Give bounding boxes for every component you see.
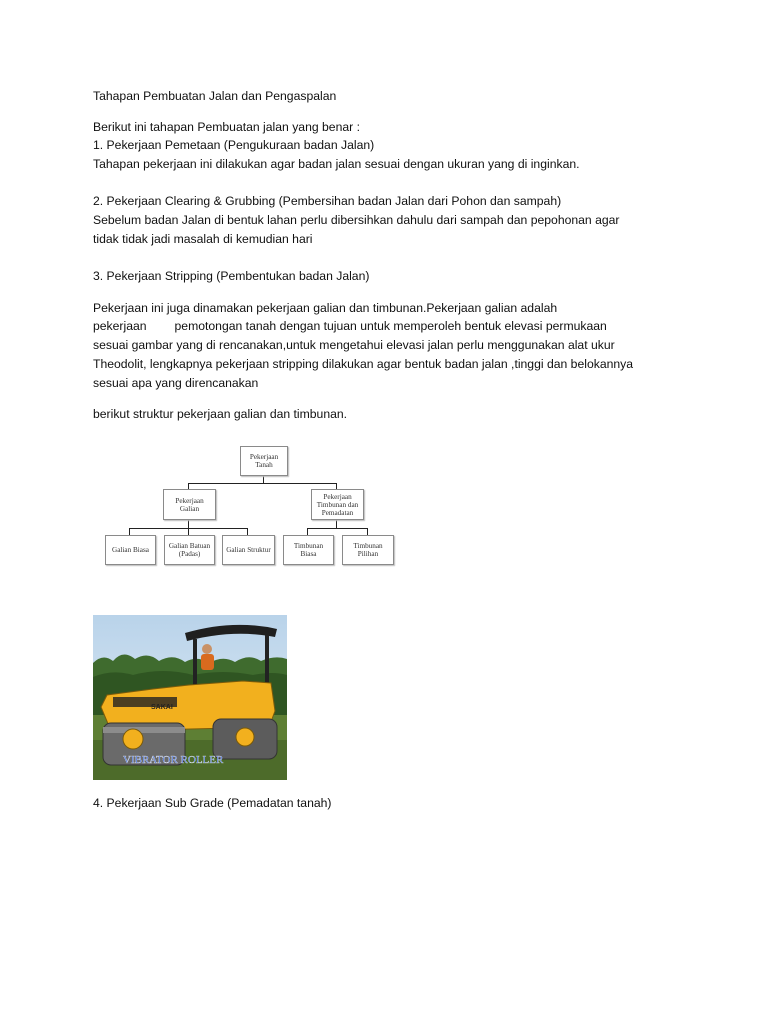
- connector-root-down: [263, 475, 264, 484]
- step3-text-line4: Theodolit, lengkapnya pekerjaan stripping dilakukan agar bentuk badan jalan ,tinggi dan belokannya: [93, 357, 634, 371]
- node-timbunan-biasa: [283, 535, 334, 565]
- step3-text-line1: Pekerjaan ini juga dinamakan pekerjaan galian dan timbunan.Pekerjaan galian adalah: [93, 301, 558, 315]
- connector-l2-down: [188, 528, 189, 535]
- step4-heading: 4. Pekerjaan Sub Grade (Pemadatan tanah): [93, 796, 332, 810]
- step3-text-line5: sesuai apa yang direncanakan: [93, 376, 259, 390]
- node-l2-line1: Galian Batuan: [168, 542, 211, 550]
- node-root-line2: Tanah: [255, 461, 273, 469]
- node-pekerjaan-timbunan: [311, 489, 364, 520]
- intro-text: Berikut ini tahapan Pembuatan jalan yang benar :: [93, 120, 360, 134]
- rear-drum-hub: [236, 728, 254, 746]
- step2-text-line1: Sebelum badan Jalan di bentuk lahan perlu dibersihkan dahulu dari sampah dan pepohonan agar: [93, 213, 620, 227]
- canopy-post-right: [265, 635, 269, 687]
- front-drum-highlight: [103, 727, 185, 733]
- node-r2-line2: Pilihan: [357, 550, 379, 558]
- document-title: Tahapan Pembuatan Jalan dan Pengaspalan: [93, 89, 337, 103]
- node-timbunan-pilihan: [342, 535, 394, 565]
- node-r1-line1: Timbunan: [293, 542, 324, 550]
- step3-text-line2-rest: pemotongan tanah dengan tujuan untuk memperoleh bentuk elevasi permukaan: [174, 319, 607, 333]
- connector-right-bar: [307, 528, 368, 529]
- step2-heading: 2. Pekerjaan Clearing & Grubbing (Pembersihan badan Jalan dari Pohon dan sampah): [93, 194, 562, 208]
- step1-heading: 1. Pekerjaan Pemetaan (Pengukuraan badan Jalan): [93, 138, 375, 152]
- connector-l3-down: [247, 528, 248, 535]
- connector-r2-down: [367, 528, 368, 535]
- node-left-line1: Pekerjaan: [175, 496, 204, 505]
- step3-text-line3: sesuai gambar yang di rencanakan,untuk mengetahui elevasi jalan perlu menggunakan alat ukur: [93, 338, 615, 352]
- node-galian-struktur: [222, 535, 275, 565]
- node-r2-line1: Timbunan: [353, 542, 383, 550]
- connector-l1-down: [129, 528, 130, 535]
- node-pekerjaan-tanah: [240, 446, 288, 476]
- step1-text: Tahapan pekerjaan ini dilakukan agar badan jalan sesuai dengan ukuran yang di inginkan.: [93, 157, 580, 171]
- node-l1-line1: Galian Biasa: [112, 546, 149, 554]
- connector-level1-bar: [188, 483, 337, 484]
- node-l2-line2: (Padas): [178, 550, 201, 558]
- connector-left-stem: [188, 519, 189, 529]
- node-galian-batuan: [164, 535, 215, 565]
- node-l3-line1: Galian Struktur: [226, 546, 271, 554]
- step2-text-line2: tidak tidak jadi masalah di kemudian hari: [93, 232, 313, 246]
- photo-caption: VIBRATOR ROLLER: [123, 754, 224, 766]
- operator-body: [201, 654, 214, 670]
- front-drum-hub: [123, 729, 143, 749]
- step3-text-line2-start: pekerjaan: [93, 319, 147, 333]
- node-galian-biasa: [105, 535, 156, 565]
- node-right-line2: Timbunan dan: [316, 500, 359, 509]
- brand-label: SAKAI: [151, 704, 173, 711]
- step3-heading: 3. Pekerjaan Stripping (Pembentukan badan Jalan): [93, 269, 370, 283]
- canopy-post-left: [193, 639, 197, 687]
- node-r1-line2: Biasa: [300, 550, 317, 558]
- connector-right-stem: [336, 519, 337, 529]
- operator-head: [202, 644, 212, 654]
- connector-left-bar: [129, 528, 248, 529]
- node-right-line3: Pemadatan: [321, 508, 354, 517]
- node-pekerjaan-galian: [163, 489, 216, 520]
- step3-text-line2: [93, 318, 607, 334]
- node-root-line1: Pekerjaan: [249, 453, 279, 461]
- vibrator-roller-photo: [93, 615, 287, 780]
- node-right-line1: Pekerjaan: [323, 492, 352, 501]
- node-left-line2: Galian: [179, 504, 200, 513]
- connector-r1-down: [307, 528, 308, 535]
- structure-intro: berikut struktur pekerjaan galian dan timbunan.: [93, 407, 348, 421]
- vibrator-roller-illustration: [93, 615, 287, 780]
